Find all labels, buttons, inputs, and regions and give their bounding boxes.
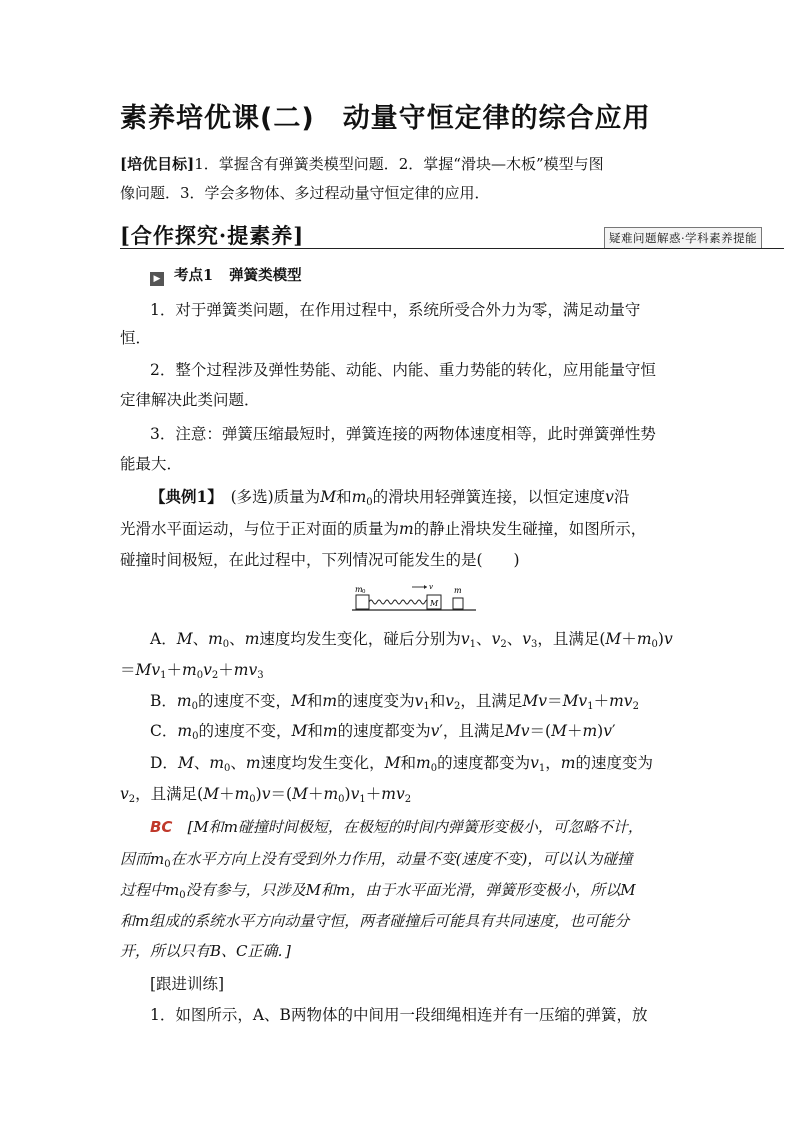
triangle-marker-icon: ▶	[150, 272, 164, 286]
section-divider	[120, 248, 784, 249]
option-c: C．$m_0$的速度不变，M和m的速度都变为v′，且满足Mv＝(M＋m)v′	[150, 722, 616, 742]
spring-collision-figure	[350, 578, 480, 614]
answer-line-4: 和m组成的系统水平方向动量守恒，两者碰撞后可能具有共同速度，也可能分	[120, 912, 630, 930]
block-m	[453, 598, 463, 609]
answer-line-3: 过程中$m_0$没有参与，只涉及M和m，由于水平面光滑，弹簧形变极小，所以M	[120, 881, 636, 901]
learning-goal-line-2: 像问题．3．学会多物体、多过程动量守恒定律的应用．	[120, 184, 490, 202]
answer-line-2: 因而$m_0$在水平方向上没有受到外力作用，动量不变(速度不变)，可以认为碰撞	[120, 850, 633, 870]
topic-heading: ▶ 考点1 弹簧类模型	[150, 264, 302, 286]
option-a-line-2: $=Mv_1+m_0v_2+mv_3$	[120, 661, 264, 681]
page-title: 素养培优课(二) 动量守恒定律的综合应用	[120, 103, 651, 134]
answer-letters: BC	[150, 818, 173, 836]
answer-line-1: BC [M和m碰撞时间极短，在极短的时间内弹簧形变极小，可忽略不计，	[150, 818, 643, 836]
practice-question-1: 1．如图所示，A、B两物体的中间用一段细绳相连并有一压缩的弹簧，放	[150, 1006, 648, 1024]
section-heading: [合作探究·提素养]	[120, 223, 305, 248]
option-b: B．$m_0$的速度不变，M和m的速度变为$v_1$和$v_2$，且满足$Mv=Mv_1+mv_2$	[150, 692, 639, 712]
option-d-line-1: D．M、$m_0$、m速度均发生变化，M和$m_0$的速度都变为$v_1$，m的速度变为	[150, 754, 653, 774]
point-1-line-2: 恒．	[120, 329, 152, 347]
point-1-line-1: 1．对于弹簧类问题，在作用过程中，系统所受合外力为零，满足动量守	[150, 301, 641, 319]
answer-line-5: 开，所以只有B、C正确．]	[120, 942, 291, 960]
label-M: M	[430, 599, 439, 608]
label-m0: m	[355, 585, 363, 594]
point-2-line-2: 定律解决此类问题．	[120, 391, 260, 409]
example-line-3: 碰撞时间极短，在此过程中，下列情况可能发生的是( )	[120, 551, 520, 569]
point-3-line-1: 3．注意：弹簧压缩最短时，弹簧连接的两物体速度相等，此时弹簧弹性势	[150, 425, 656, 443]
example-tag: 【典例1】	[150, 487, 216, 506]
option-d-line-2: $v_2$，且满足$(M+m_0)v=(M+m_0)v_1+mv_2$	[120, 785, 412, 805]
label-v: v	[429, 583, 433, 591]
goal-tag: [培优目标]	[120, 155, 195, 173]
example-line-1: 【典例1】 (多选)质量为M和$m_0$的滑块用轻弹簧连接，以恒定速度v沿	[150, 487, 630, 508]
svg-text:0: 0	[362, 589, 366, 595]
block-m0	[356, 595, 369, 609]
practice-tag: [跟进训练]	[150, 975, 225, 993]
point-3-line-2: 能最大．	[120, 455, 183, 473]
label-m: m	[454, 586, 462, 595]
point-2-line-1: 2．整个过程涉及弹性势能、动能、内能、重力势能的转化，应用能量守恒	[150, 361, 656, 379]
learning-goal-line-1: [培优目标]1．掌握含有弹簧类模型问题．2．掌握“滑块—木板”模型与图	[120, 155, 604, 173]
section-tag: 疑难问题解惑·学科素养提能	[604, 227, 762, 249]
option-a-line-1: A．M、$m_0$、m速度均发生变化，碰后分别为$v_1$、$v_2$、$v_3$，且满足$(M+m_0)v$	[150, 630, 673, 650]
example-line-2: 光滑水平面运动，与位于正对面的质量为m的静止滑块发生碰撞，如图所示，	[120, 520, 647, 538]
